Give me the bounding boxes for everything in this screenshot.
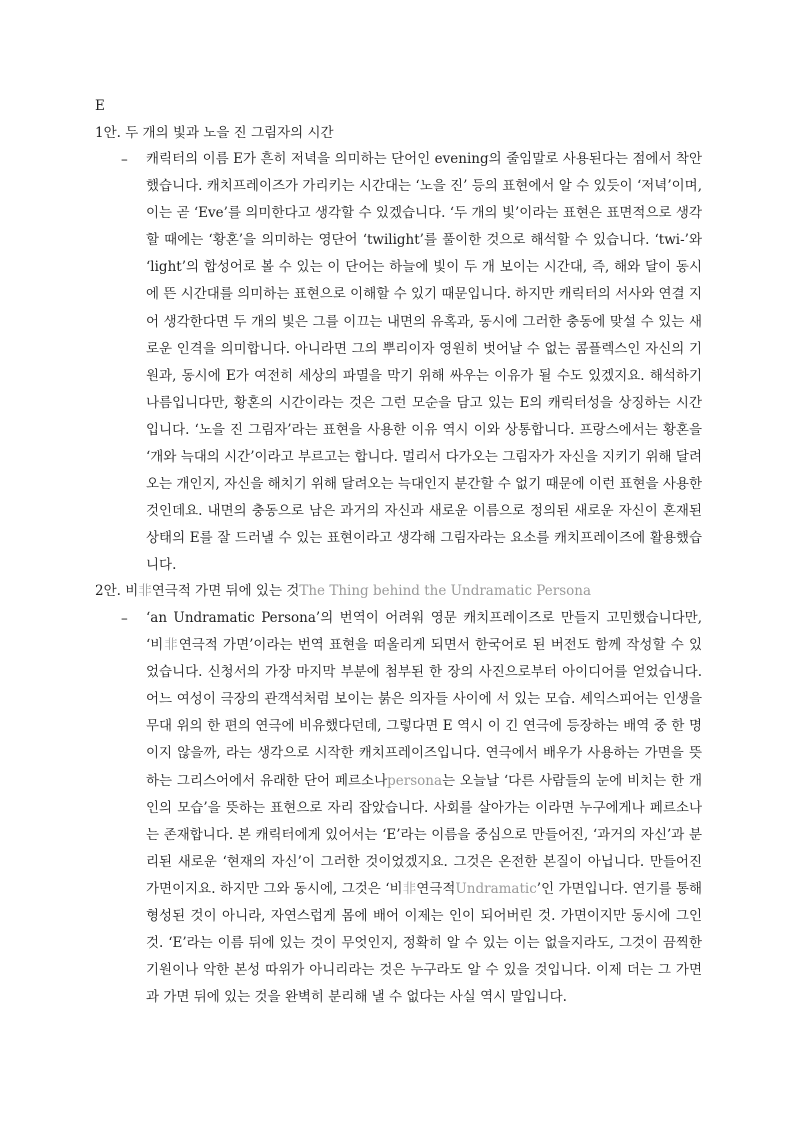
section-2-body-persona: persona — [387, 772, 443, 789]
section-2-body — [146, 605, 702, 1011]
section-2-body-undramatic: Undramatic — [455, 880, 537, 897]
section-2-body-part-5: ’인 가면입니다. 연기를 통해 형성된 것이 아니라, 자연스럽게 몸에 배어 이제는 인이 되어버린 것. 가면이지만 동시에 그인 것. ‘E’라는 이름 뒤에 있는 것이 무엇인지, 정확히 알 수 있는 이는 없을지라도, 그것이 끔찍한 기원이나 악한 본성 따위가 아니리라는 것은 누구라도 알 수 있을 것입니다. 이제 더는 그 가면과 가면 뒤에 있는 것을 완벽히 분리해 낼 수 없다는 사실 역시 말입니다. — [146, 880, 703, 1006]
section-1-bullet: – — [121, 152, 128, 168]
section-2-heading — [95, 581, 591, 601]
document-letter: E — [95, 98, 105, 114]
section-2-heading-english: The Thing behind the Undramatic Persona — [299, 583, 592, 599]
section-2-heading-main: 연극적 가면 뒤에 있는 것 — [151, 583, 300, 599]
section-2-heading-hanja: 非 — [138, 583, 152, 599]
section-2-body-hanja-2: 非 — [402, 880, 417, 897]
section-1-body: 캐릭터의 이름 E가 흔히 저녁을 의미하는 단어인 evening의 줄임말로 사용된다는 점에서 착안했습니다. 캐치프레이즈가 가리키는 시간대는 ‘노을 진’ 등의 표현에서 알 수 있듯이 ‘저녁’이며, 이는 곧 ‘Eve’를 의미한다고 생각할 수 있겠습니다. ‘두 개의 빛’이라는 표현은 표면적으로 생각할 때에는 ‘황혼’을 의미하는 영단어 ‘twilight’를 풀이한 것으로 해석할 수 있습니다. ‘twi-’와 ‘light’의 합성어로 볼 수 있는 이 단어는 하늘에 빛이 두 개 보이는 시간대, 즉, 해와 달이 동시에 뜬 시간대를 의미하는 표현으로 이해할 수 있기 때문입니다. 하지만 캐릭터의 서사와 연결 지어 생각한다면 두 개의 빛은 그를 이끄는 내면의 유혹과, 동시에 그러한 충동에 맞설 수 있는 새로운 인격을 의미합니다. 아니라면 그의 뿌리이자 영원히 벗어날 수 없는 콤플렉스인 자신의 기원과, 동시에 E가 여전히 세상의 파멸을 막기 위해 싸우는 이유가 될 수도 있겠지요. 해석하기 나름입니다만, 황혼의 시간이라는 것은 그런 모순을 담고 있는 E의 캐릭터성을 상징하는 시간입니다. ‘노을 진 그림자’라는 표현을 사용한 이유 역시 이와 상통합니다. 프랑스에서는 황혼을 ‘개와 늑대의 시간’이라고 부르고는 합니다. 멀리서 다가오는 그림자가 자신을 지키기 위해 달려오는 개인지, 자신을 해치기 위해 달려오는 늑대인지 분간할 수 없기 때문에 이런 표현을 사용한 것인데요. 내면의 충동으로 남은 과거의 자신과 새로운 이름으로 정의된 새로운 자신이 혼재된 상태의 E를 잘 드러낼 수 있는 표현이라고 생각해 그림자라는 요소를 캐치프레이즈에 활용했습니다. — [146, 151, 702, 574]
section-2-body-part-3: 는 오늘날 ‘다른 사람들의 눈에 비치는 한 개인의 모습’을 뜻하는 표현으로 자리 잡았습니다. 사회를 살아가는 이라면 누구에게나 페르소나는 존재합니다. 본 캐릭터에게 있어서는 ‘E’라는 이름을 중심으로 만들어진, ‘과거의 자신’과 분리된 새로운 ‘현재의 자신’이 그러한 것이었겠지요. 그것은 온전한 본질이 아닙니다. 만들어진 가면이지요. 하지만 그와 동시에, 그것은 ‘비 — [146, 772, 702, 897]
section-2-bullet: – — [121, 611, 128, 627]
section-2-heading-prefix: 2안. 비 — [95, 583, 139, 599]
section-2-body-part-1: ‘an Undramatic Persona’의 번역이 어려워 영문 캐치프레이즈로 만들지 고민했습니다만, ‘비 — [146, 610, 702, 654]
section-2-body-hanja-1: 非 — [163, 637, 179, 654]
section-2-body-part-4: 연극적 — [416, 880, 456, 897]
section-1-heading: 1안. 두 개의 빛과 노을 진 그림자의 시간 — [95, 125, 334, 141]
section-2-body-part-2: 연극적 가면’이라는 번역 표현을 떠올리게 되면서 한국어로 된 버전도 함께 작성할 수 있었습니다. 신청서의 가장 마지막 부분에 첨부된 한 장의 사진으로부터 아이디어를 얻었습니다. 어느 여성이 극장의 관객석처럼 보이는 붉은 의자들 사이에 서 있는 모습. 셰익스피어는 인생을 무대 위의 한 편의 연극에 비유했다던데, 그렇다면 E 역시 이 긴 연극에 등장하는 배역 중 한 명이지 않을까, 라는 생각으로 시작한 캐치프레이즈입니다. 연극에서 배우가 사용하는 가면을 뜻하는 그리스어에서 유래한 단어 페르소나 — [146, 637, 702, 789]
